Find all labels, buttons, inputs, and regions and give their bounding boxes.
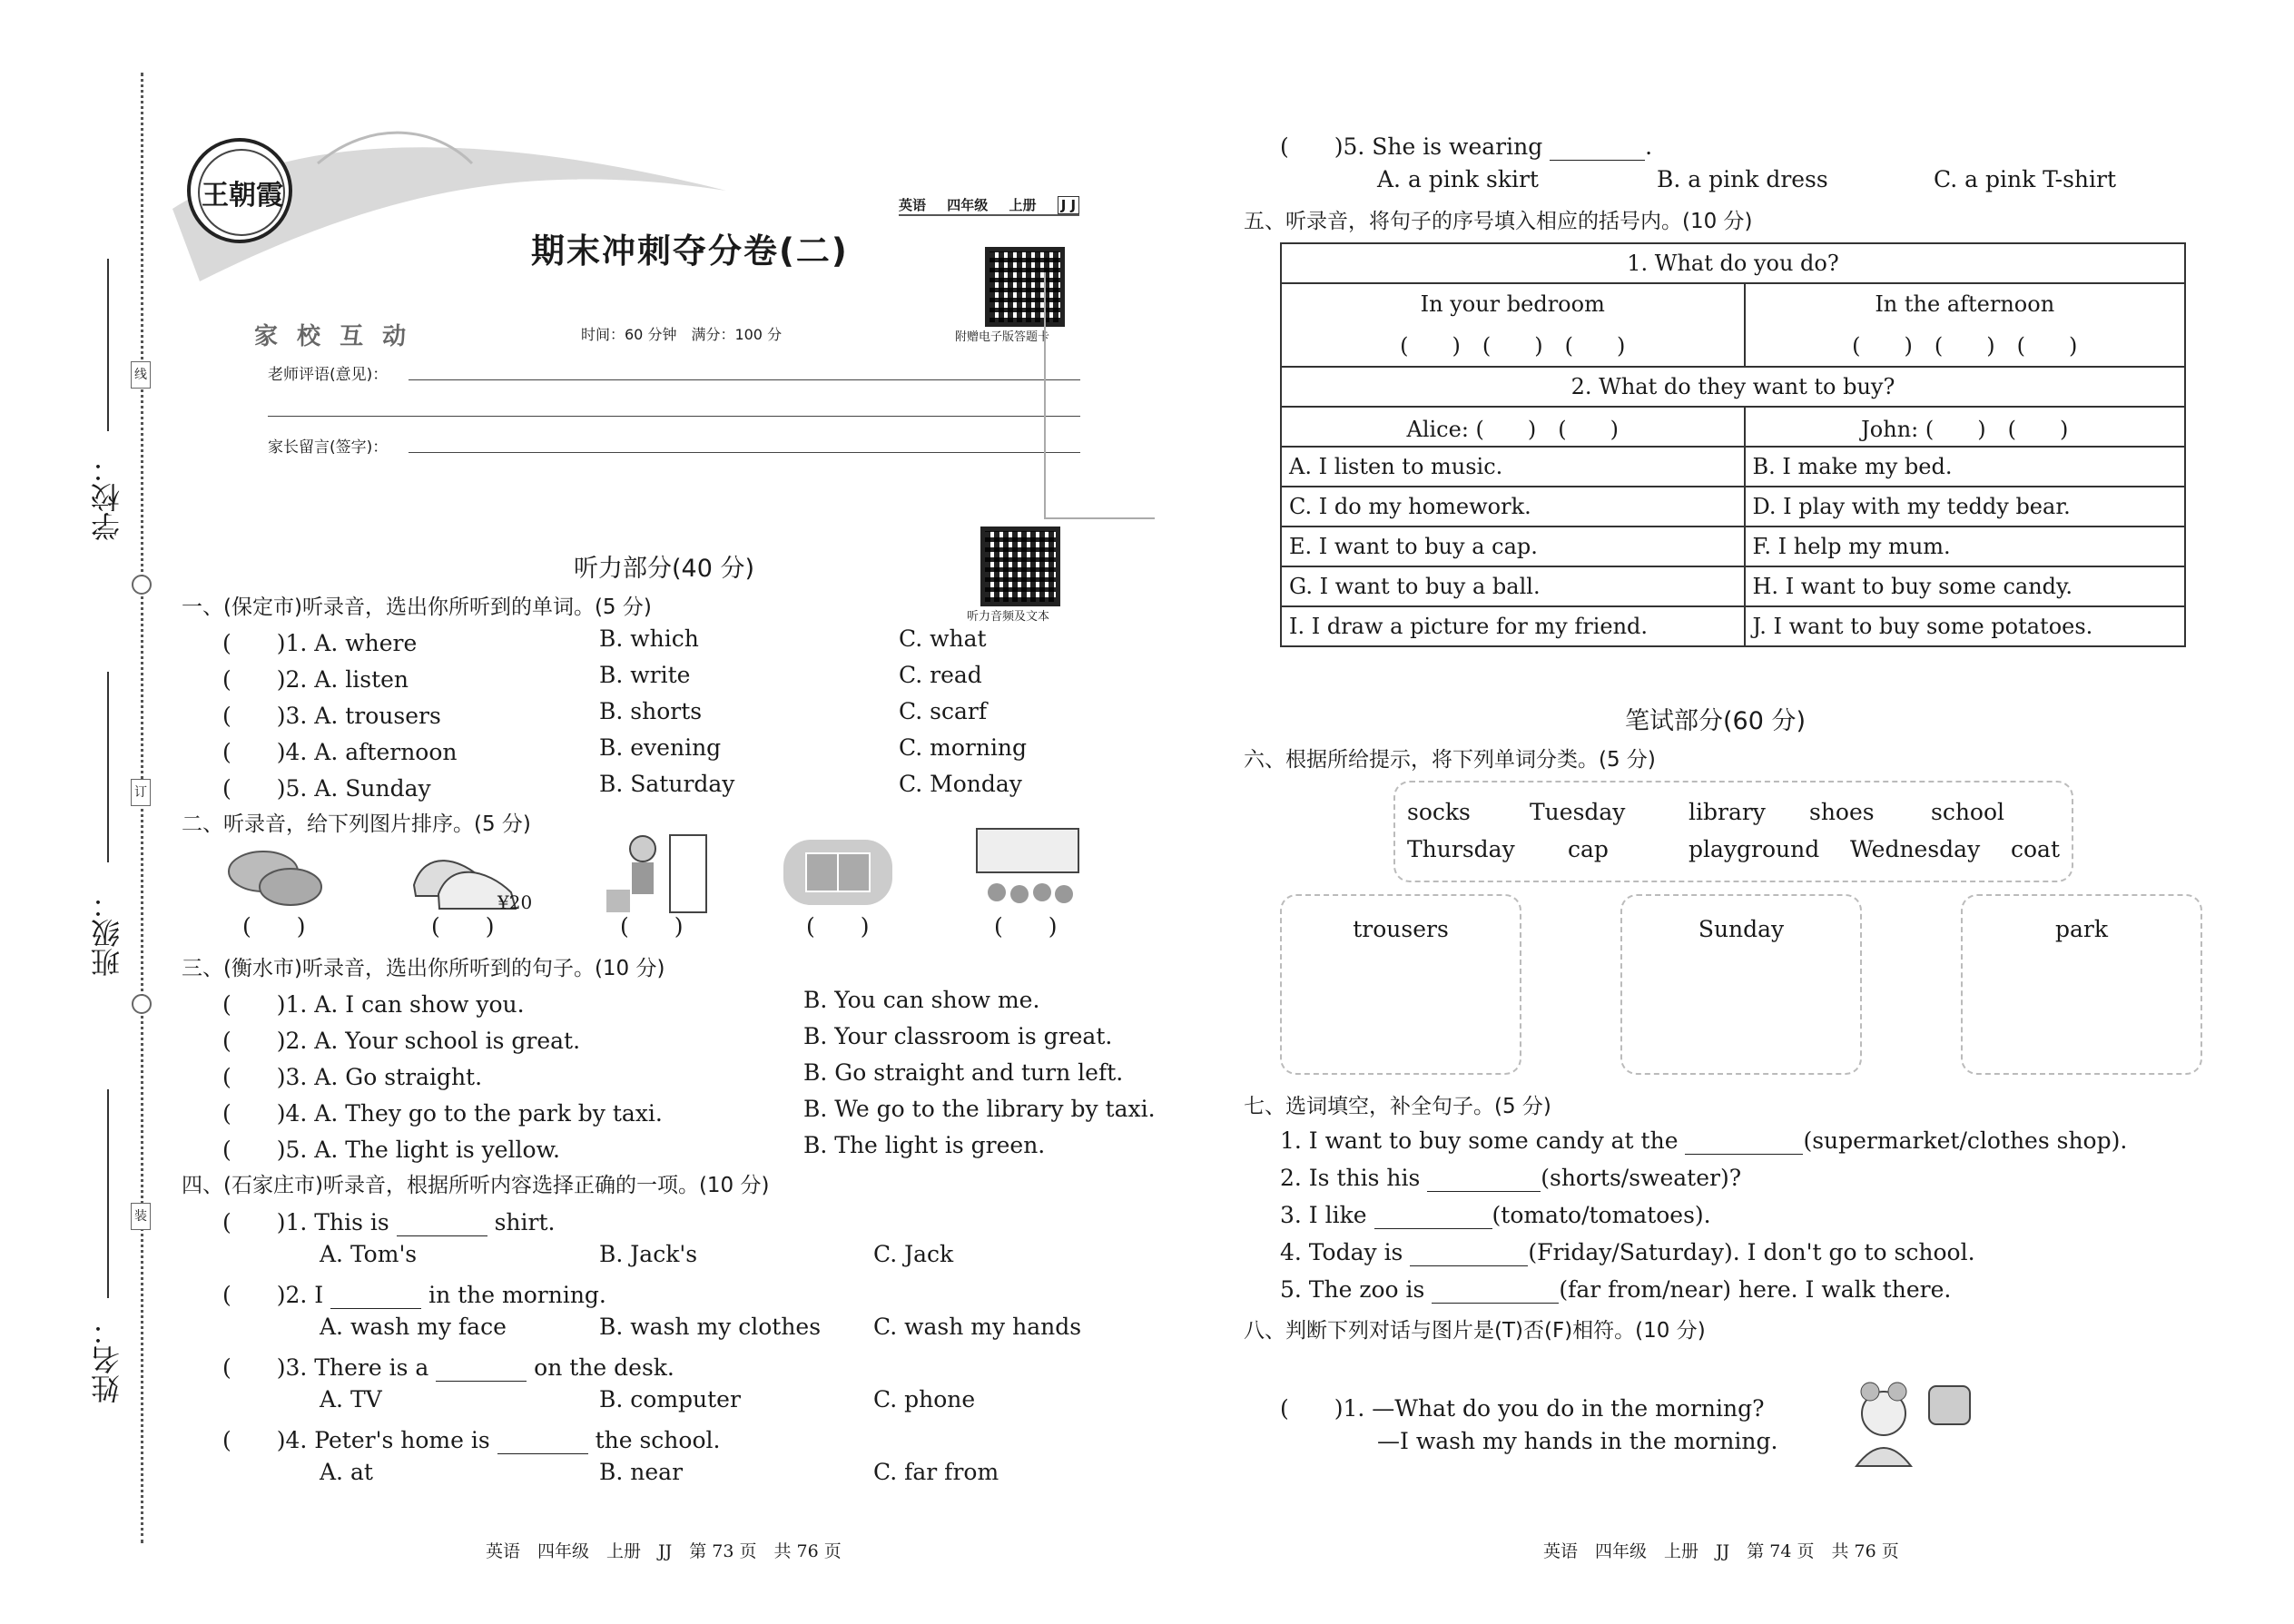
sec3-q4-b: B. We go to the library by taxi. — [803, 1096, 1156, 1122]
sec5-question-1: 1. What do you do? — [1281, 243, 2185, 283]
category-box-sunday[interactable] — [1620, 894, 1862, 1075]
sec1-q1-b: B. which — [599, 625, 699, 652]
binding-margin — [0, 0, 154, 1624]
sec2-bracket-3[interactable]: ( ) — [620, 913, 684, 940]
name-field-line — [107, 1089, 109, 1298]
word-cap: cap — [1568, 836, 1609, 862]
sec5-question-2: 2. What do they want to buy? — [1281, 367, 2185, 407]
sec5-option-c: C. I do my homework. — [1281, 487, 1745, 527]
word-thursday: Thursday — [1407, 836, 1515, 862]
sec7-item-3: 3. I like (tomato/tomatoes). — [1280, 1202, 1711, 1228]
sec4-q2-a: A. wash my face — [320, 1314, 507, 1340]
writing-section-title: 笔试部分(60 分) — [1625, 707, 1807, 735]
section7-heading: 七、选词填空，补全句子。(5 分) — [1244, 1095, 1551, 1118]
category-box-trousers[interactable] — [1280, 894, 1521, 1075]
sec1-q3-a: ( )3. A. trousers — [222, 703, 441, 729]
section2-heading: 二、听录音，给下列图片排序。(5 分) — [182, 812, 531, 836]
home-school-badge: 家 校 互 动 — [254, 323, 412, 350]
sec4-q1-a: A. Tom's — [320, 1241, 418, 1267]
sec4-q3-stem: ( )3. There is a on the desk. — [222, 1354, 674, 1381]
footer-left-page-info: 英语 四年级 上册 JJ 第 73 页 共 76 页 — [486, 1541, 842, 1561]
potatoes-picture — [222, 840, 331, 912]
sec4-q2-b: B. wash my clothes — [599, 1314, 822, 1340]
playground-picture — [779, 831, 897, 912]
logo-text: 王朝霞 — [202, 180, 283, 212]
sec7-blank-5[interactable] — [1432, 1276, 1559, 1304]
sec7-blank-2[interactable] — [1427, 1165, 1541, 1192]
sec3-q5-a: ( )5. A. The light is yellow. — [222, 1137, 560, 1163]
sec5-afternoon-cell — [1745, 283, 2186, 367]
sec4-q4-b: B. near — [599, 1459, 684, 1485]
school-field-line — [107, 259, 109, 431]
sec1-q4-a: ( )4. A. afternoon — [222, 739, 458, 765]
word-school: school — [1931, 799, 2005, 825]
sec5-option-e: E. I want to buy a cap. — [1281, 527, 1745, 566]
sec2-bracket-2[interactable]: ( ) — [431, 913, 495, 940]
sec4-q2-blank[interactable] — [330, 1282, 421, 1309]
sec4-q5-b: B. a pink dress — [1657, 166, 1828, 192]
sec5-afternoon-label: In the afternoon — [1875, 290, 2055, 317]
page-title: 期末冲刺夺分卷(二) — [531, 231, 849, 271]
binding-hole-icon — [132, 994, 152, 1014]
sec1-q2-c: C. read — [899, 662, 982, 688]
sec4-q1-c: C. Jack — [873, 1241, 954, 1267]
sec5-alice-cell[interactable]: Alice: ( ) ( ) — [1281, 407, 1745, 447]
sec4-q3-blank[interactable] — [436, 1354, 527, 1382]
sec5-option-i: I. I draw a picture for my friend. — [1281, 606, 1745, 646]
binding-hole-icon — [132, 575, 152, 595]
sec5-bedroom-brackets[interactable]: ( ) ( ) ( ) — [1400, 332, 1626, 359]
word-wednesday: Wednesday — [1850, 836, 1981, 862]
sec5-option-b: B. I make my bed. — [1745, 447, 2186, 487]
tag-grade: 四年级 — [947, 197, 989, 213]
section5-heading: 五、听录音，将句子的序号填入相应的括号内。(10 分) — [1244, 210, 1753, 233]
cinema-picture — [970, 822, 1088, 912]
section4-heading: 四、(石家庄市)听录音，根据所听内容选择正确的一项。(10 分) — [182, 1174, 770, 1197]
sec4-q4-stem: ( )4. Peter's home is the school. — [222, 1427, 721, 1453]
sec5-option-j: J. I want to buy some potatoes. — [1745, 606, 2186, 646]
sec3-q5-b: B. The light is green. — [803, 1132, 1046, 1158]
section5-table — [1280, 242, 2186, 647]
boy-at-fridge-picture — [599, 826, 717, 917]
sec1-q2-b: B. write — [599, 662, 691, 688]
class-field-line — [107, 672, 109, 862]
sec3-q4-a: ( )4. A. They go to the park by taxi. — [222, 1100, 663, 1127]
category-box-park[interactable] — [1961, 894, 2202, 1075]
girl-washing-picture — [1834, 1375, 1979, 1484]
teacher-comment-label: 老师评语(意见)： — [268, 366, 389, 384]
teacher-comment-line[interactable] — [409, 379, 1080, 380]
qr-code-audio — [980, 527, 1060, 606]
sec4-q5-c: C. a pink T-shirt — [1934, 166, 2117, 192]
tag-edition: J J — [1058, 196, 1079, 214]
school-label: 学校： — [90, 454, 124, 541]
sec1-q1-c: C. what — [899, 625, 987, 652]
sec1-q4-b: B. evening — [599, 734, 722, 761]
sec2-bracket-4[interactable]: ( ) — [806, 913, 870, 940]
section8-heading: 八、判断下列对话与图片是(T)否(F)相符。(10 分) — [1244, 1319, 1706, 1343]
sec7-blank-3[interactable] — [1374, 1202, 1492, 1229]
sec3-q2-b: B. Your classroom is great. — [803, 1023, 1113, 1049]
sec5-option-d: D. I play with my teddy bear. — [1745, 487, 2186, 527]
sec1-q2-a: ( )2. A. listen — [222, 666, 409, 693]
subject-tags — [899, 195, 1079, 216]
seal-char-xian: 线 — [131, 361, 151, 389]
sec4-q5-a: A. a pink skirt — [1377, 166, 1539, 192]
sec5-option-a: A. I listen to music. — [1281, 447, 1745, 487]
sec5-bedroom-label: In your bedroom — [1420, 290, 1605, 317]
sec3-q3-b: B. Go straight and turn left. — [803, 1059, 1124, 1086]
word-bank — [1393, 781, 2073, 882]
sec5-john-cell[interactable]: John: ( ) ( ) — [1745, 407, 2186, 447]
sec4-q1-stem: ( )1. This is shirt. — [222, 1209, 556, 1235]
sec7-item-5: 5. The zoo is (far from/near) here. I walk there. — [1280, 1276, 1952, 1303]
sec4-q1-blank[interactable] — [397, 1209, 487, 1236]
sec5-option-h: H. I want to buy some candy. — [1745, 566, 2186, 606]
sec2-bracket-1[interactable]: ( ) — [242, 913, 306, 940]
parent-comment-label: 家长留言(签字)： — [268, 438, 389, 457]
sec7-item-1: 1. I want to buy some candy at the (supermarket/clothes shop). — [1280, 1127, 2128, 1154]
sec4-q3-b: B. computer — [599, 1386, 741, 1412]
sec4-q4-c: C. far from — [873, 1459, 999, 1485]
sec5-afternoon-brackets[interactable]: ( ) ( ) ( ) — [1852, 332, 2078, 359]
qr-caption-audio: 听力音频及文本 — [967, 610, 1050, 624]
qr-caption-answer-sheet: 附赠电子版答题卡 — [955, 330, 1050, 344]
name-label: 姓名： — [90, 1316, 124, 1403]
sec5-option-f: F. I help my mum. — [1745, 527, 2186, 566]
sec8-q1-line1: ( )1. —What do you do in the morning? — [1280, 1395, 1765, 1422]
listening-section-title: 听力部分(40 分) — [574, 555, 755, 583]
sec4-q4-a: A. at — [320, 1459, 373, 1485]
sec3-q2-a: ( )2. A. Your school is great. — [222, 1028, 581, 1054]
sec1-q3-b: B. shorts — [599, 698, 703, 724]
sec7-item-4: 4. Today is (Friday/Saturday). I don't go to school. — [1280, 1239, 1975, 1265]
sec4-q3-c: C. phone — [873, 1386, 976, 1412]
sec4-q2-c: C. wash my hands — [873, 1314, 1082, 1340]
sec7-blank-1[interactable] — [1685, 1127, 1803, 1155]
publisher-logo — [187, 138, 292, 243]
teacher-comment-line-2[interactable] — [268, 416, 1080, 417]
sec4-q4-blank[interactable] — [497, 1427, 588, 1454]
sec1-q3-c: C. scarf — [899, 698, 988, 724]
sec7-item-2: 2. Is this his (shorts/sweater)? — [1280, 1165, 1742, 1191]
header-frame-decoration — [1044, 272, 1155, 519]
category-label-trousers: trousers — [1353, 916, 1449, 942]
sec4-q1-b: B. Jack's — [599, 1241, 698, 1267]
sec1-q4-c: C. morning — [899, 734, 1028, 761]
sec4-q3-a: A. TV — [320, 1386, 382, 1412]
tag-volume: 上册 — [1009, 197, 1037, 213]
category-label-sunday: Sunday — [1698, 916, 1785, 942]
word-playground: playground — [1689, 836, 1820, 862]
seal-char-zhuang: 装 — [131, 1203, 151, 1230]
section6-heading: 六、根据所给提示，将下列单词分类。(5 分) — [1244, 748, 1656, 772]
sec3-q1-a: ( )1. A. I can show you. — [222, 991, 525, 1018]
word-shoes: shoes — [1809, 799, 1875, 825]
word-tuesday: Tuesday — [1530, 799, 1626, 825]
time-info: 时间：60 分钟 满分：100 分 — [581, 326, 783, 343]
sec3-q1-b: B. You can show me. — [803, 987, 1040, 1013]
sec1-q5-b: B. Saturday — [599, 771, 735, 797]
class-label: 班级： — [90, 890, 124, 977]
sec1-q5-c: C. Monday — [899, 771, 1022, 797]
word-socks: socks — [1407, 799, 1471, 825]
category-label-park: park — [2054, 916, 2108, 942]
seal-char-ding: 订 — [131, 779, 151, 806]
sec4-q5-stem: ( )5. She is wearing . — [1280, 133, 1653, 160]
shoes-price-label: ¥20 — [497, 891, 533, 913]
sec7-blank-4[interactable] — [1410, 1239, 1528, 1266]
footer-right-page-info: 英语 四年级 上册 JJ 第 74 页 共 76 页 — [1543, 1541, 1899, 1561]
tag-subject: 英语 — [899, 197, 927, 213]
sec8-q1-line2: —I wash my hands in the morning. — [1377, 1428, 1778, 1454]
sec3-q3-a: ( )3. A. Go straight. — [222, 1064, 483, 1090]
sec4-q5-blank[interactable] — [1550, 133, 1645, 161]
sec1-q1-a: ( )1. A. where — [222, 630, 418, 656]
sec5-option-g: G. I want to buy a ball. — [1281, 566, 1745, 606]
parent-signature-line[interactable] — [409, 452, 1080, 453]
section3-heading: 三、(衡水市)听录音，选出你所听到的句子。(10 分) — [182, 957, 665, 980]
cut-line — [141, 73, 143, 1543]
sec1-q5-a: ( )5. A. Sunday — [222, 775, 431, 802]
section1-heading: 一、(保定市)听录音，选出你所听到的单词。(5 分) — [182, 595, 652, 619]
word-library: library — [1689, 799, 1766, 825]
word-coat: coat — [2011, 836, 2061, 862]
sec2-bracket-5[interactable]: ( ) — [994, 913, 1058, 940]
sec4-q2-stem: ( )2. I in the morning. — [222, 1282, 606, 1308]
sec5-bedroom-cell — [1281, 283, 1745, 367]
